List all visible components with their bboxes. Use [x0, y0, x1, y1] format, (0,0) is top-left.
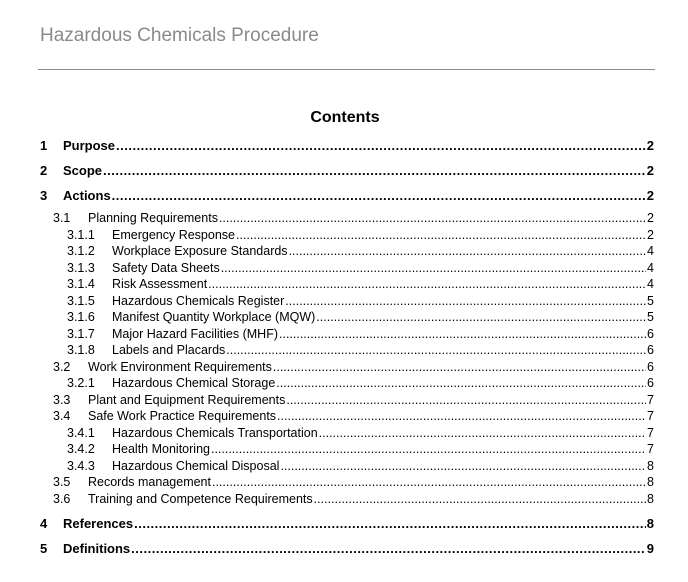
toc-entry[interactable]	[40, 309, 654, 326]
toc-entry-number: 3.5	[53, 475, 71, 489]
toc-entry[interactable]	[40, 408, 654, 425]
dot-leader	[226, 342, 646, 359]
dot-leader	[319, 425, 646, 442]
toc-entry-title: Hazardous Chemicals Transportation	[112, 425, 318, 440]
toc-entry-page: 8	[647, 475, 654, 489]
toc-entry[interactable]	[40, 359, 654, 376]
toc-entry[interactable]	[40, 375, 654, 392]
toc-entry-number: 3.4.2	[67, 442, 95, 456]
toc-entry-title: Definitions	[63, 541, 131, 556]
toc-entry-page: 2	[646, 188, 654, 203]
toc-entry-page: 7	[647, 409, 654, 423]
toc-entry-title: Manifest Quantity Workplace (MQW)	[112, 310, 316, 324]
toc-entry-number: 3.1.5	[67, 293, 95, 308]
toc-entry-number: 3.1	[53, 211, 71, 225]
toc-entry-title: Work Environment Requirements	[88, 359, 272, 374]
toc-entry-number: 3.1.4	[67, 277, 95, 291]
table-of-contents	[40, 133, 654, 561]
toc-entry-number: 1	[40, 138, 48, 153]
toc-entry-title: Emergency Response	[112, 227, 235, 242]
toc-entry-number: 3.1.2	[67, 244, 95, 258]
toc-entry-page: 8	[647, 491, 654, 506]
toc-entry-title: Health Monitoring	[112, 442, 210, 456]
toc-entry-page: 5	[647, 310, 654, 324]
toc-entry[interactable]	[40, 458, 654, 475]
toc-entry-number: 3.6	[53, 491, 71, 506]
toc-entry-number: 3.3	[53, 392, 71, 407]
toc-entry-page: 7	[647, 392, 654, 407]
toc-entry-number: 3.4	[53, 409, 71, 423]
toc-entry-title: Safe Work Practice Requirements	[88, 409, 277, 423]
toc-entry-title: Planning Requirements	[88, 211, 218, 225]
toc-entry[interactable]	[40, 491, 654, 508]
toc-entry-number: 3.2	[53, 359, 71, 374]
dot-leader	[236, 227, 646, 244]
dot-leader	[219, 210, 646, 227]
toc-entry-number: 3.1.1	[67, 227, 95, 242]
toc-entry-title: Major Hazard Facilities (MHF)	[112, 326, 278, 341]
toc-entry-page: 9	[646, 541, 654, 556]
toc-entry-title: Labels and Placards	[112, 343, 226, 357]
dot-leader	[286, 392, 646, 409]
toc-entry-page: 6	[647, 326, 654, 341]
dot-leader	[314, 491, 646, 508]
toc-entry-page: 4	[647, 277, 654, 291]
toc-entry-page: 7	[647, 442, 654, 456]
dot-leader	[289, 243, 646, 260]
toc-entry-number: 3.4.1	[67, 425, 95, 440]
dot-leader	[116, 133, 646, 158]
toc-entry-page: 7	[647, 425, 654, 440]
toc-entry-title: Hazardous Chemical Storage	[112, 376, 276, 390]
toc-entry-page: 5	[647, 293, 654, 308]
toc-entry-number: 3.1.7	[67, 326, 95, 341]
dot-leader	[134, 511, 646, 536]
dot-leader	[276, 375, 646, 392]
toc-entry-title: Safety Data Sheets	[112, 260, 220, 275]
toc-entry[interactable]	[40, 183, 654, 208]
toc-entry-number: 3.1.6	[67, 310, 95, 324]
toc-entry-title: Risk Assessment	[112, 277, 208, 291]
toc-heading: Contents	[310, 109, 380, 126]
toc-entry-page: 8	[646, 516, 654, 531]
dot-leader	[208, 276, 646, 293]
dot-leader	[103, 158, 646, 183]
dot-leader	[279, 326, 646, 343]
toc-entry-title: Plant and Equipment Requirements	[88, 392, 286, 407]
toc-entry-title: Hazardous Chemicals Register	[112, 293, 285, 308]
toc-entry-number: 3.1.8	[67, 343, 95, 357]
toc-entry[interactable]	[40, 260, 654, 277]
dot-leader	[280, 458, 646, 475]
toc-entry-title: Actions	[63, 188, 111, 203]
dot-leader	[316, 309, 646, 326]
toc-entry-title: References	[63, 516, 134, 531]
toc-entry-number: 4	[40, 516, 48, 531]
toc-entry-page: 2	[647, 227, 654, 242]
toc-entry-page: 2	[646, 163, 654, 178]
toc-entry-title: Workplace Exposure Standards	[112, 244, 288, 258]
dot-leader	[273, 359, 646, 376]
toc-entry[interactable]	[40, 474, 654, 491]
toc-entry[interactable]	[40, 511, 654, 536]
header-divider	[38, 69, 655, 70]
toc-entry-number: 3.1.3	[67, 260, 95, 275]
toc-entry[interactable]	[40, 210, 654, 227]
toc-entry[interactable]	[40, 276, 654, 293]
toc-entry-page: 4	[647, 244, 654, 258]
toc-entry[interactable]	[40, 392, 654, 409]
dot-leader	[277, 408, 646, 425]
toc-entry[interactable]	[40, 293, 654, 310]
toc-entry-page: 2	[647, 211, 654, 225]
toc-entry-page: 6	[647, 376, 654, 390]
toc-entry-number: 3.4.3	[67, 458, 95, 473]
toc-entry-number: 3.2.1	[67, 376, 95, 390]
toc-entry[interactable]	[40, 158, 654, 183]
toc-entry-page: 8	[647, 458, 654, 473]
dot-leader	[285, 293, 646, 310]
toc-entry[interactable]	[40, 133, 654, 158]
toc-entry[interactable]	[40, 243, 654, 260]
toc-entry-page: 6	[647, 359, 654, 374]
dot-leader	[221, 260, 646, 277]
toc-entry[interactable]	[40, 536, 654, 561]
document-header-title: Hazardous Chemicals Procedure	[40, 25, 319, 46]
toc-entry[interactable]	[40, 441, 654, 458]
dot-leader	[212, 474, 646, 491]
toc-entry[interactable]	[40, 326, 654, 343]
toc-entry-title: Hazardous Chemical Disposal	[112, 458, 280, 473]
toc-entry-page: 2	[646, 138, 654, 153]
dot-leader	[131, 536, 646, 561]
toc-entry-number: 3	[40, 188, 48, 203]
toc-entry-title: Records management	[88, 475, 211, 489]
toc-entry[interactable]	[40, 425, 654, 442]
toc-entry[interactable]	[40, 227, 654, 244]
toc-entry-number: 2	[40, 163, 48, 178]
toc-entry-title: Purpose	[63, 138, 116, 153]
toc-entry-page: 6	[647, 343, 654, 357]
toc-entry-title: Training and Competence Requirements	[88, 491, 313, 506]
toc-entry[interactable]	[40, 342, 654, 359]
toc-entry-title: Scope	[63, 163, 103, 178]
toc-entry-page: 4	[647, 260, 654, 275]
dot-leader	[211, 441, 646, 458]
toc-entry-number: 5	[40, 541, 48, 556]
dot-leader	[112, 183, 646, 208]
